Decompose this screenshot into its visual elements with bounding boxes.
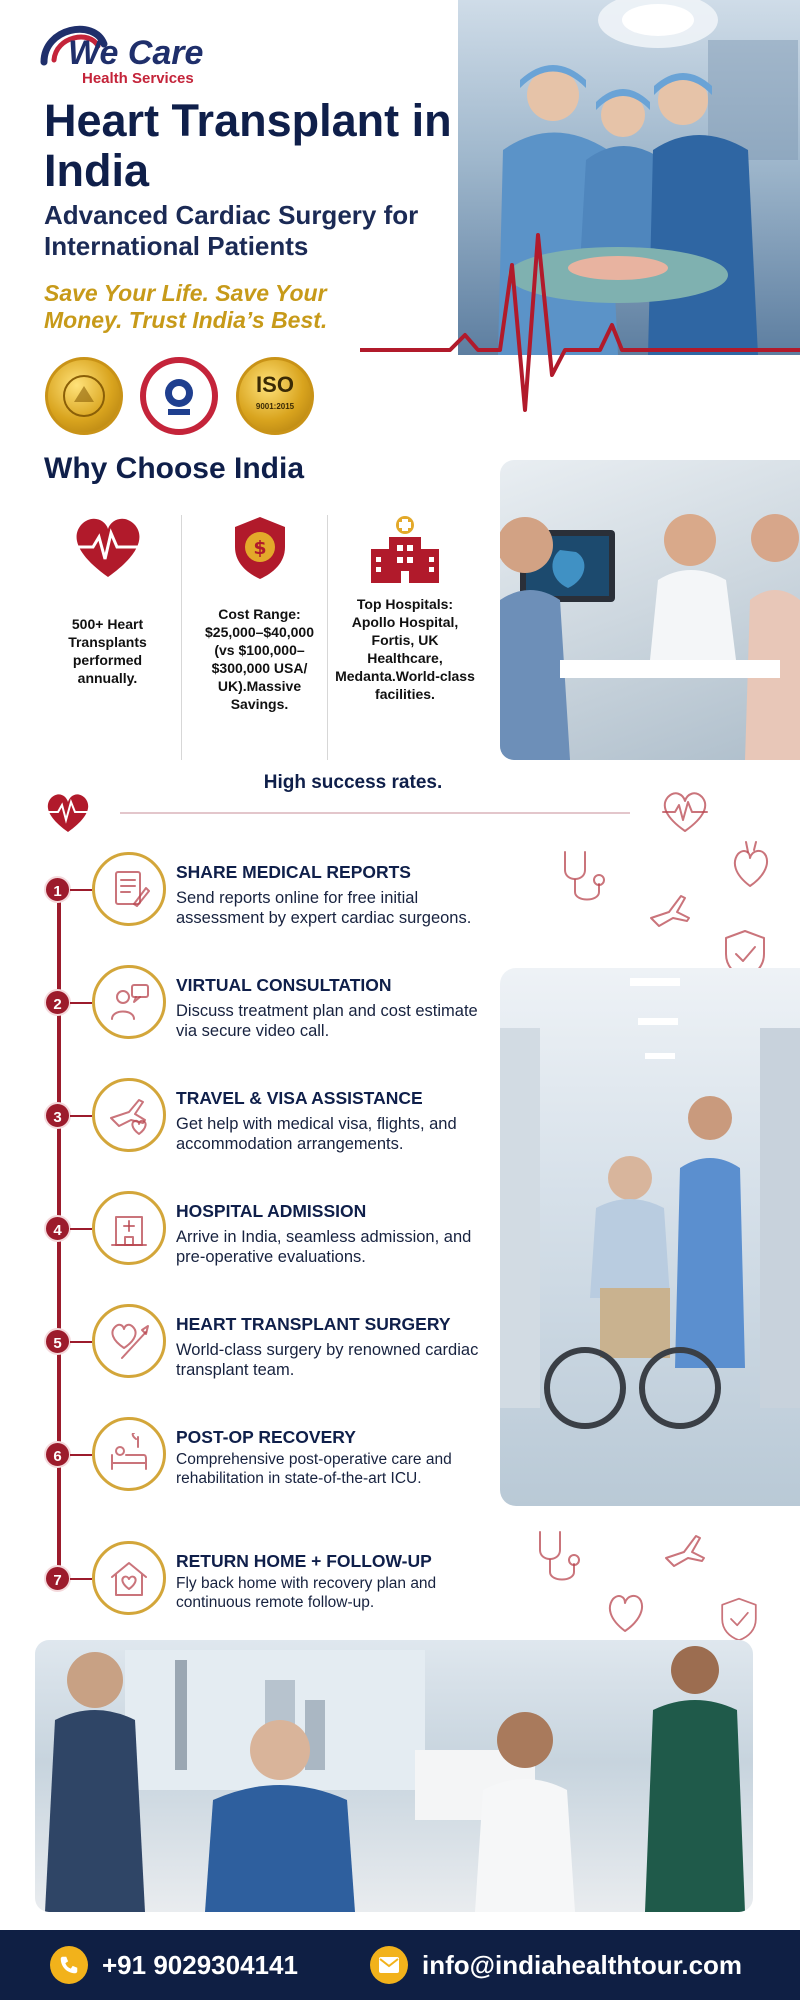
step-title: HOSPITAL ADMISSION <box>176 1201 367 1221</box>
step-post-op-recovery <box>40 1427 500 1527</box>
why-divider <box>327 515 328 760</box>
phone-contact[interactable] <box>50 1946 298 1984</box>
step-connector <box>70 1454 92 1456</box>
step-connector <box>70 1578 92 1580</box>
step-share-reports <box>40 862 500 962</box>
iso-badge-sub: 9001:2015 <box>255 402 295 411</box>
why-choose-title: Why Choose India <box>44 452 305 485</box>
success-rates-text: High success rates. <box>263 772 443 793</box>
step-transplant-surgery <box>40 1314 500 1414</box>
why-divider <box>181 515 182 760</box>
accreditation-badge <box>140 357 218 435</box>
step-connector <box>70 1341 92 1343</box>
step-title: POST-OP RECOVERY <box>176 1427 356 1447</box>
step-connector <box>70 1115 92 1117</box>
step-hospital-admission <box>40 1201 500 1301</box>
hospital-building-icon <box>92 1191 166 1265</box>
iso-badge-label: ISO <box>256 372 294 397</box>
iso-badge <box>236 357 314 435</box>
page-subtitle: Advanced Cardiac Surgery for International Patients <box>44 200 419 261</box>
dollar-shield-icon <box>231 515 289 581</box>
stethoscope-icon <box>555 848 615 908</box>
why-item-cost <box>202 515 317 713</box>
video-consultation-icon <box>92 965 166 1039</box>
recovery-bed-icon <box>92 1417 166 1491</box>
heart-ecg-small-icon <box>44 792 92 834</box>
brand-name: We Care <box>68 34 204 72</box>
email-icon <box>370 1946 408 1984</box>
step-description: Get help with medical visa, flights, and accommodation arrangements. <box>176 1115 457 1153</box>
airplane-icon <box>645 888 695 938</box>
heart-outline-icon <box>660 790 710 834</box>
step-number: 1 <box>44 876 71 903</box>
gold-seal-badge <box>45 357 123 435</box>
step-description: Fly back home with recovery plan and continuous remote follow-up. <box>176 1575 437 1611</box>
why-item-hospitals <box>335 515 475 703</box>
step-description: Arrive in India, seamless admission, and pre-operative evaluations. <box>176 1228 472 1266</box>
step-number: 7 <box>44 1565 71 1592</box>
step-number: 3 <box>44 1102 71 1129</box>
step-number: 2 <box>44 989 71 1016</box>
airplane-icon <box>660 1528 710 1578</box>
step-travel-visa <box>40 1088 500 1188</box>
svg-text:$: $ <box>252 537 267 559</box>
brand-tagline: Health Services <box>82 70 194 87</box>
heart-scalpel-icon <box>92 1304 166 1378</box>
heart-ecg-icon <box>69 515 147 581</box>
step-description: World-class surgery by renowned cardiac transplant team. <box>176 1341 479 1379</box>
hospital-icon <box>367 515 443 585</box>
medical-report-icon <box>92 852 166 926</box>
stethoscope-icon <box>530 1528 590 1588</box>
step-title: SHARE MEDICAL REPORTS <box>176 862 411 882</box>
why-item-text: Top Hospitals: Apollo Hospital, Fortis, UK Healthcare, Medanta.World-class facilities. <box>335 596 475 702</box>
doctor-consultation-photo <box>500 460 800 760</box>
why-item-text: Cost Range: $25,000–$40,000 (vs $100,000–$300,000 USA/ UK).Massive Savings. <box>205 606 314 712</box>
step-return-home <box>40 1551 500 1651</box>
step-description: Send reports online for free initial assessment by expert cardiac surgeons. <box>176 889 472 927</box>
hero-slogan: Save Your Life. Save Your Money. Trust India’s Best. <box>44 280 328 333</box>
phone-icon <box>50 1946 88 1984</box>
heart-organ-icon <box>605 1585 645 1635</box>
recovery-care-photo <box>35 1640 753 1912</box>
step-title: HEART TRANSPLANT SURGERY <box>176 1314 451 1334</box>
step-title: TRAVEL & VISA ASSISTANCE <box>176 1088 423 1108</box>
page-title: Heart Transplant in India <box>44 95 452 196</box>
shield-check-icon <box>716 1596 762 1642</box>
why-item-transplants <box>50 515 165 687</box>
phone-number[interactable]: +91 9029304141 <box>102 1949 298 1980</box>
home-heart-icon <box>92 1541 166 1615</box>
step-connector <box>70 889 92 891</box>
step-title: VIRTUAL CONSULTATION <box>176 975 392 995</box>
step-title: RETURN HOME + FOLLOW-UP <box>176 1551 432 1571</box>
contact-footer <box>0 1930 800 2000</box>
step-number: 4 <box>44 1215 71 1242</box>
patient-wheelchair-photo <box>500 968 800 1506</box>
step-connector <box>70 1002 92 1004</box>
why-item-text: 500+ Heart Transplants performed annually. <box>68 616 147 686</box>
section-separator <box>120 812 630 814</box>
step-number: 6 <box>44 1441 71 1468</box>
step-virtual-consultation <box>40 975 500 1075</box>
step-description: Discuss treatment plan and cost estimate via secure video call. <box>176 1002 478 1040</box>
brand-logo[interactable] <box>38 14 228 87</box>
airplane-heart-icon <box>92 1078 166 1152</box>
step-description: Comprehensive post-operative care and rehabilitation in state-of-the-art ICU. <box>176 1451 452 1487</box>
step-number: 5 <box>44 1328 71 1355</box>
email-contact[interactable] <box>370 1946 742 1984</box>
heart-organ-icon <box>730 840 770 890</box>
step-connector <box>70 1228 92 1230</box>
email-address[interactable]: info@indiahealthtour.com <box>422 1949 743 1980</box>
